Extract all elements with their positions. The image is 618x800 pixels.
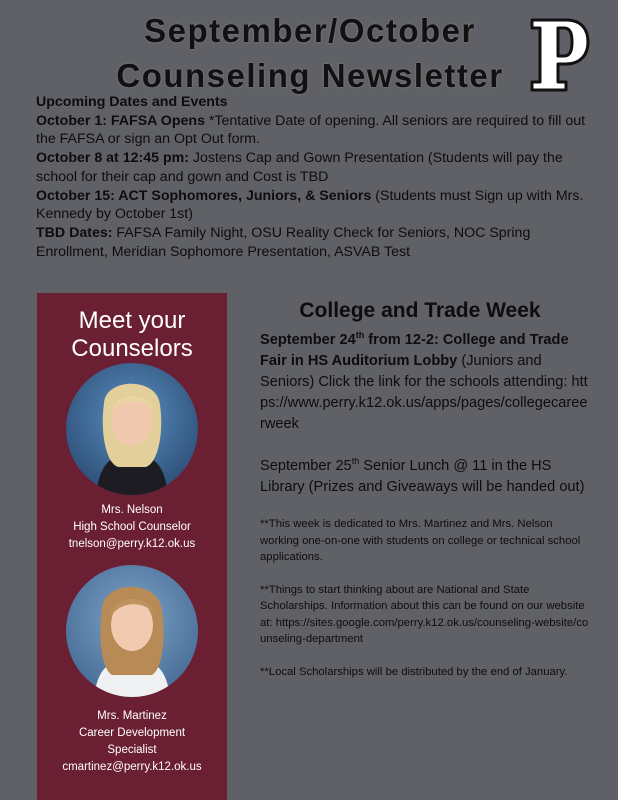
counselors-panel: [37, 293, 227, 800]
upcoming-events: [36, 93, 592, 261]
counselor-photo-martinez: [66, 565, 198, 697]
counselor-photo-nelson: [66, 363, 198, 495]
counselor-role: Specialist: [107, 744, 157, 756]
counselor-role: Career Development: [78, 727, 186, 739]
events-heading: Upcoming Dates and Events: [36, 94, 228, 110]
counselor-name: Mrs. Nelson: [101, 504, 163, 516]
counselor-role: High School Counselor: [73, 521, 191, 533]
counselor-info-martinez: [37, 708, 227, 776]
college-trade-week: [260, 298, 590, 680]
counselor-email[interactable]: cmartinez@perry.k12.ok.us: [62, 761, 202, 773]
event-item: October 1: FAFSA Opens *Tentative Date of opening. All seniors are required to fill out the FAFSA or sign an Opt Out form.: [36, 112, 586, 148]
note-local-scholarships: **Local Scholarships will be distributed by the end of January.: [260, 665, 568, 678]
event-item: TBD Dates: FAFSA Family Night, OSU Reality Check for Seniors, NOC Spring Enrollment, Meridian Sophomore Presentation, ASVAB Test: [36, 224, 531, 260]
title-line-2: Counseling Newsletter: [116, 57, 504, 94]
event-item: October 8 at 12:45 pm: Jostens Cap and Gown Presentation (Students will pay the school for their cap and gown and Cost is TBD: [36, 150, 563, 185]
counselor-name: Mrs. Martinez: [97, 710, 167, 722]
counselors-heading: Meet your Counselors: [71, 307, 193, 362]
counselor-email[interactable]: tnelson@perry.k12.ok.us: [68, 538, 196, 550]
note-scholarships: **Things to start thinking about are National and State Scholarships. Information about this can be found on our website at: https://sites.google.com/perry.k12.ok.us/counseling-website/counseling-department: [260, 583, 589, 645]
college-week-title: College and Trade Week: [299, 299, 541, 322]
school-logo: [528, 14, 592, 94]
note-applications: **This week is dedicated to Mrs. Martinez and Mrs. Nelson working one-on-one with students on college or technical school applications.: [260, 518, 581, 563]
fair-link[interactable]: https://www.perry.k12.ok.us/apps/pages/collegecareerweek: [260, 374, 588, 432]
website-link[interactable]: https://sites.google.com/perry.k12.ok.us/counseling-website/counseling-department: [260, 616, 589, 645]
counselor-info-nelson: [37, 502, 227, 553]
senior-lunch: September 25th Senior Lunch @ 11 in the HS Library (Prizes and Giveaways will be handed out): [260, 456, 585, 495]
title-line-1: September/October: [144, 12, 476, 49]
fair-announcement: September 24th from 12-2: College and Trade Fair in HS Auditorium Lobby (Juniors and Seniors) Click the link for the schools attending: https://www.perry.k12.ok.us/apps/pages/collegecareerweek: [260, 330, 588, 432]
newsletter-title: [80, 8, 540, 98]
event-item: October 15: ACT Sophomores, Juniors, & Seniors (Students must Sign up with Mrs. Kennedy by October 1st): [36, 187, 584, 223]
